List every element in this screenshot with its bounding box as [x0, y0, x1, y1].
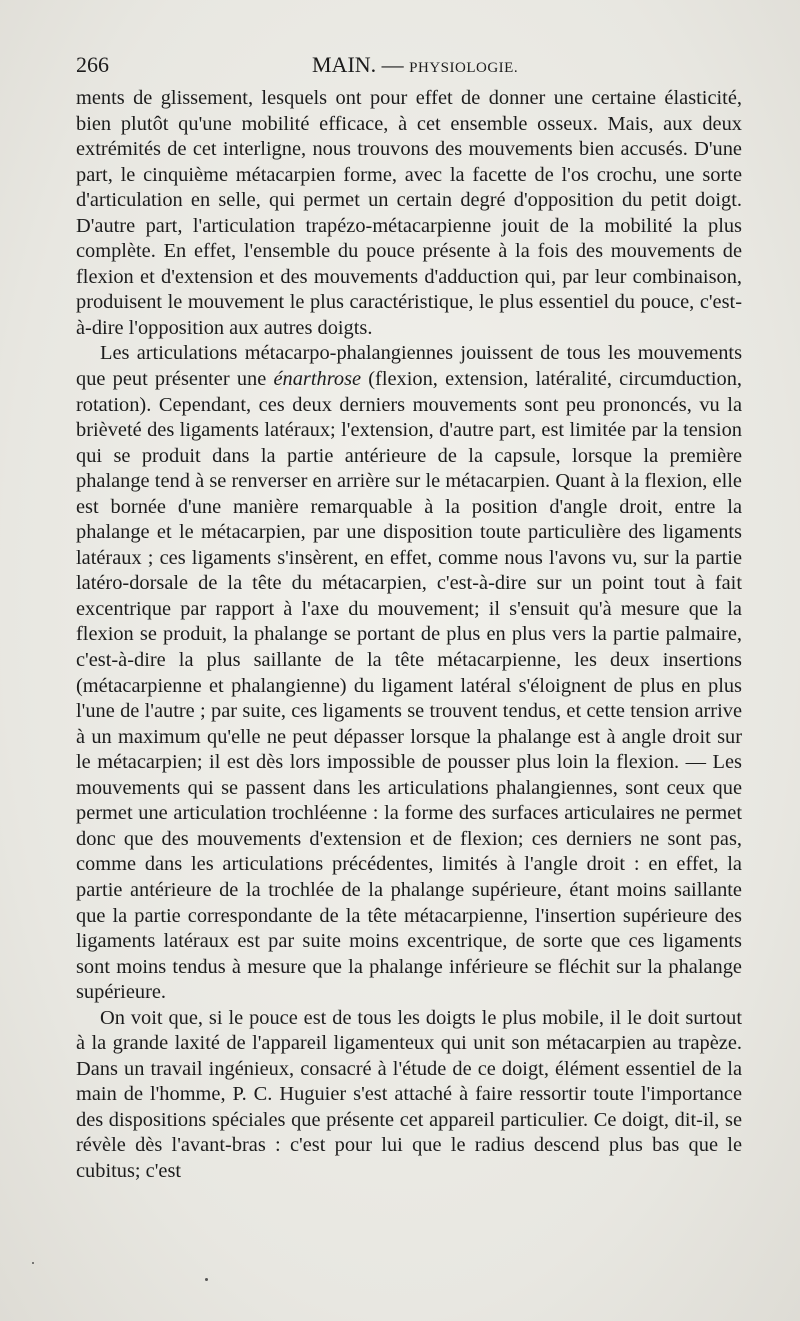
- body-text: [76, 86, 742, 1185]
- paragraph-continuation: ments de glissement, lesquels ont pour effet de donner une certaine élasticité, bien plutôt qu'une mobilité efficace, à cet ensemble osseux. Mais, aux deux extrémités de cet interligne, nous trouvons des mouvements bien accusés. D'une part, le cinquième métacarpien forme, avec la facette de l'os crochu, une sorte d'articulation en selle, qui permet un certain degré d'opposition du petit doigt. D'autre part, l'articulation trapézo-métacarpienne jouit de la mobilité la plus complète. En effet, l'ensemble du pouce présente à la fois des mouvements de flexion et d'extension et des mouvements d'adduction qui, par leur combinaison, produisent le mouvement le plus caractéristique, le plus essentiel du pouce, c'est-à-dire l'opposition aux autres doigts.: [76, 87, 742, 339]
- running-head-separator: —: [381, 52, 404, 77]
- running-head: [312, 50, 518, 83]
- paragraph-text: (flexion, extension, latéralité, circumduction, rotation). Cependant, ces deux derniers mouvements sont peu prononcés, vu la brièveté des ligaments latéraux; l'extension, d'autre part, est limitée par la tension qui se produit dans la partie antérieure de la capsule, lorsque la première phalange tend à se renverser en arrière sur le métacarpien. Quant à la flexion, elle est bornée d'une manière remarquable à la position d'angle droit, entre la phalange et le métacarpien, par une disposition toute particulière des ligaments latéraux ; ces ligaments s'insèrent, en effet, comme nous l'avons vu, sur la partie latéro-dorsale de la tête du métacarpien, c'est-à-dire sur un point tout à fait excentrique par rapport à l'axe du mouvement; il s'ensuit qu'à mesure que la flexion se produit, la phalange se portant de plus en plus vers la partie palmaire, c'est-à-dire la plus saillante de la tête métacarpienne, les deux insertions (métacarpienne et phalangienne) du ligament latéral s'éloignent de plus en plus l'une de l'autre ; par suite, ces ligaments se trouvent tendus, et cette tension arrive à un maximum qu'elle ne peut dépasser lorsque la phalange est à angle droit sur le métacarpien; il est dès lors impossible de pousser plus loin la flexion. — Les mouvements qui se passent dans les articulations phalangiennes, sont ceux que permet une articulation trochléenne : la forme des surfaces articulaires ne permet donc que des mouvements d'extension et de flexion; ces derniers ne sont pas, comme dans les articulations précédentes, limités à l'angle droit : en effet, la partie antérieure de la trochlée de la phalange supérieure, étant moins saillante que la partie correspondante de la tête métacarpienne, l'insertion supérieure des ligaments latéraux est par suite moins excentrique, de sorte que ces ligaments sont moins tendus à mesure que la phalange inférieure se fléchit sur la phalange supérieure.: [76, 368, 742, 1004]
- paragraph-text: Les articulations métacarpo-phalangiennes jouissent de tous les mouvements que peut présenter une: [76, 342, 742, 391]
- paragraph-thumb: On voit que, si le pouce est de tous les doigts le plus mobile, il le doit surtout à la grande laxité de l'appareil ligamenteux qui unit son métacarpien au trapèze. Dans un travail ingénieux, consacré à l'étude de ce doigt, élément essentiel de la main de l'homme, P. C. Huguier s'est attaché à faire ressortir toute l'importance des dispositions spéciales que présente cet appareil particulier. Ce doigt, dit-il, se révèle dès l'avant-bras : c'est pour lui que le radius descend plus bas que le cubitus; c'est: [76, 1006, 742, 1182]
- paper-speck: [32, 1262, 34, 1264]
- running-head-title: MAIN.: [312, 52, 377, 77]
- running-head-section: PHYSIOLOGIE.: [409, 60, 519, 76]
- paper-speck: [205, 1278, 208, 1281]
- page-header: [76, 50, 742, 80]
- italic-term: énarthrose: [273, 368, 362, 391]
- page-number: 266: [76, 52, 109, 77]
- paragraph-articulations: [76, 341, 742, 1005]
